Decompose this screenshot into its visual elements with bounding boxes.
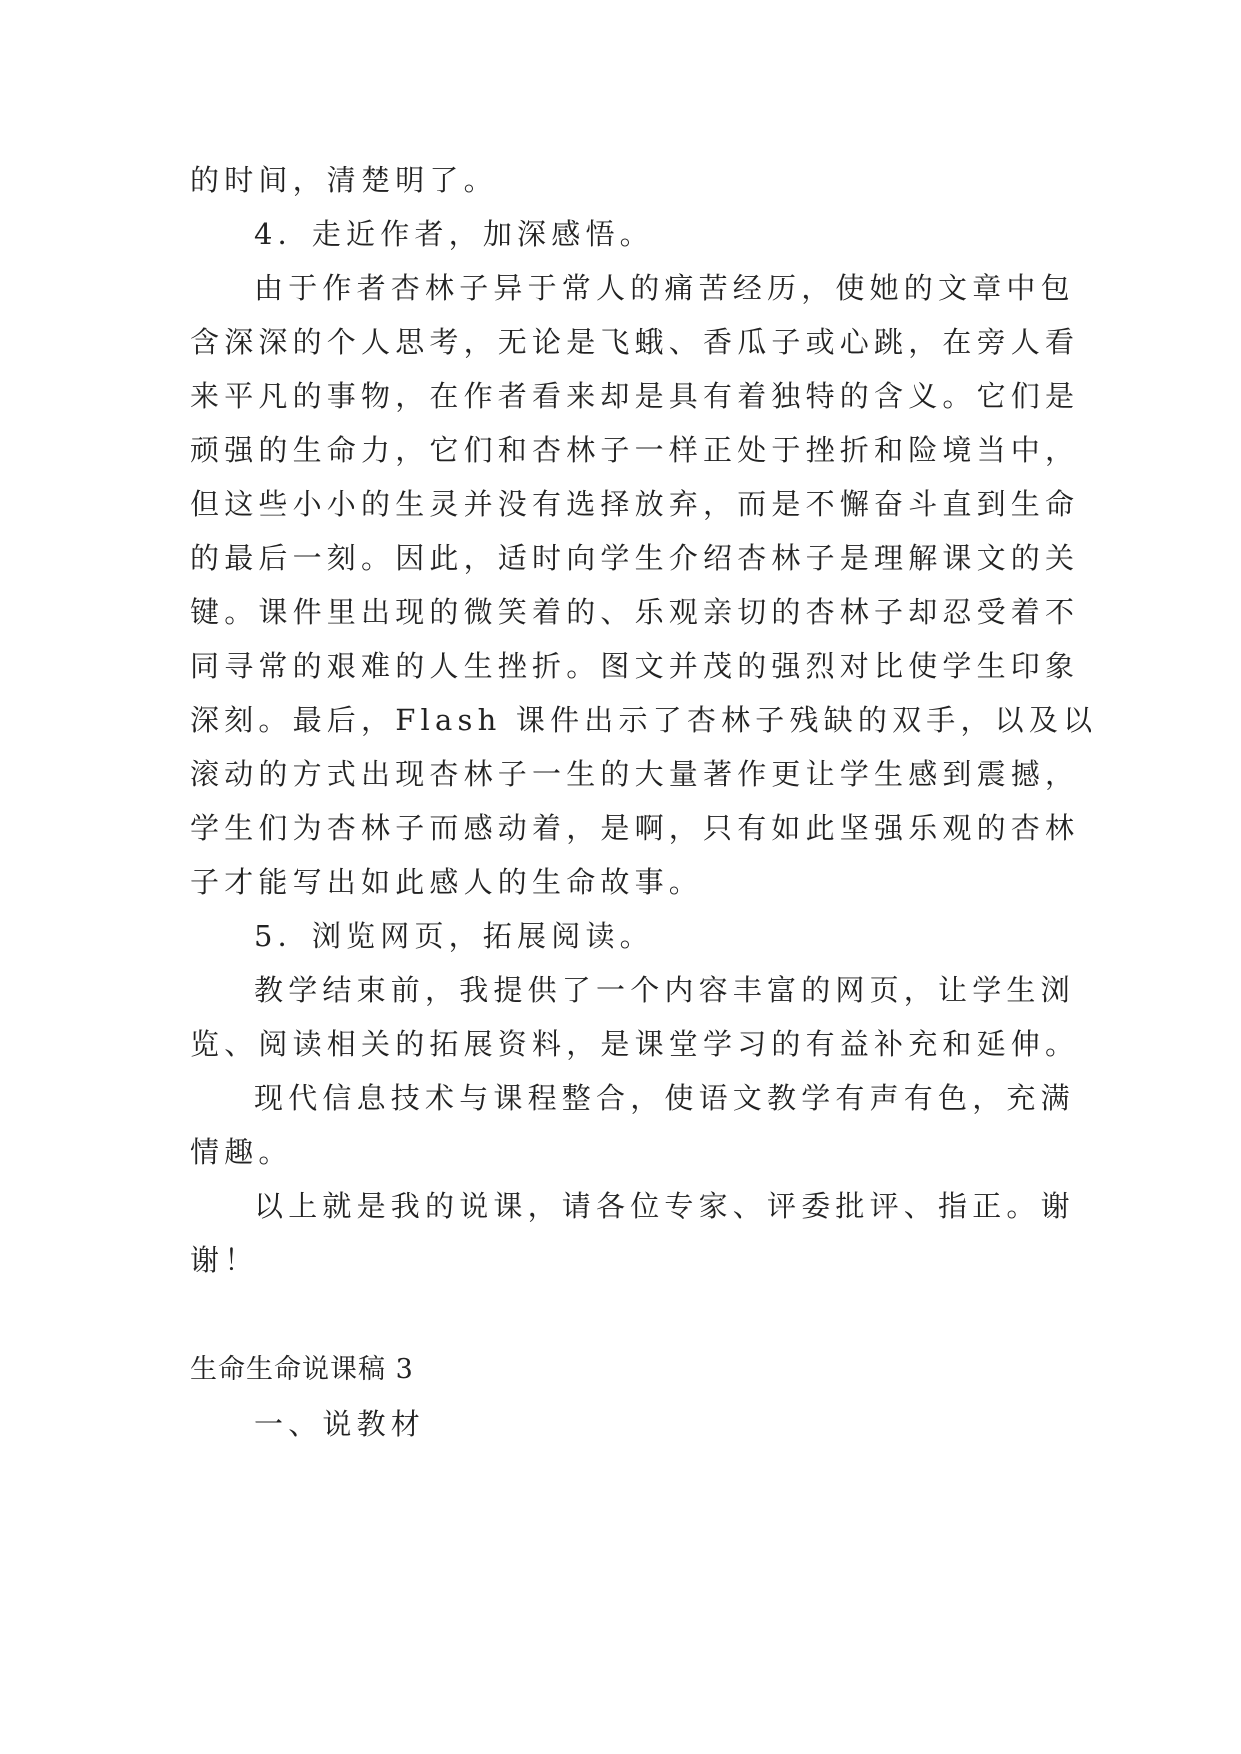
paragraph-line: 由于作者杏林子异于常人的痛苦经历，使她的文章中包	[254, 271, 1075, 305]
paragraph-line: 但这些小小的生灵并没有选择放弃，而是不懈奋斗直到生命	[190, 487, 1080, 521]
paragraph-line: 览、阅读相关的拓展资料，是课堂学习的有益补充和延伸。	[190, 1027, 1080, 1061]
subsection-heading: 一、说教材	[254, 1407, 426, 1441]
paragraph-line: 顽强的生命力，它们和杏林子一样正处于挫折和险境当中，	[190, 433, 1080, 467]
list-item-heading: 4．走近作者，加深感悟。	[254, 217, 654, 251]
paragraph-line: 子才能写出如此感人的生命故事。	[190, 865, 704, 899]
paragraph-line: 的时间，清楚明了。	[190, 163, 498, 197]
paragraph-line: 情趣。	[190, 1135, 293, 1169]
paragraph-line: 的最后一刻。因此，适时向学生介绍杏林子是理解课文的关	[190, 541, 1080, 575]
list-item-heading: 5．浏览网页，拓展阅读。	[254, 919, 654, 953]
paragraph-line: 键。课件里出现的微笑着的、乐观亲切的杏林子却忍受着不	[190, 595, 1080, 629]
paragraph-line: 深刻。最后，Flash 课件出示了杏林子残缺的双手，以及以	[190, 703, 1098, 737]
paragraph-line: 谢！	[190, 1243, 259, 1277]
paragraph-line: 含深深的个人思考，无论是飞蛾、香瓜子或心跳，在旁人看	[190, 325, 1080, 359]
paragraph-line: 教学结束前，我提供了一个内容丰富的网页，让学生浏	[254, 973, 1075, 1007]
paragraph-line: 现代信息技术与课程整合，使语文教学有声有色，充满	[254, 1081, 1075, 1115]
section-title: 生命生命说课稿 3	[190, 1354, 414, 1385]
paragraph-line: 学生们为杏林子而感动着，是啊，只有如此坚强乐观的杏林	[190, 811, 1080, 845]
paragraph-line: 以上就是我的说课，请各位专家、评委批评、指正。谢	[254, 1189, 1075, 1223]
paragraph-line: 同寻常的艰难的人生挫折。图文并茂的强烈对比使学生印象	[190, 649, 1080, 683]
paragraph-line: 滚动的方式出现杏林子一生的大量著作更让学生感到震撼，	[190, 757, 1080, 791]
paragraph-line: 来平凡的事物，在作者看来却是具有着独特的含义。它们是	[190, 379, 1080, 413]
